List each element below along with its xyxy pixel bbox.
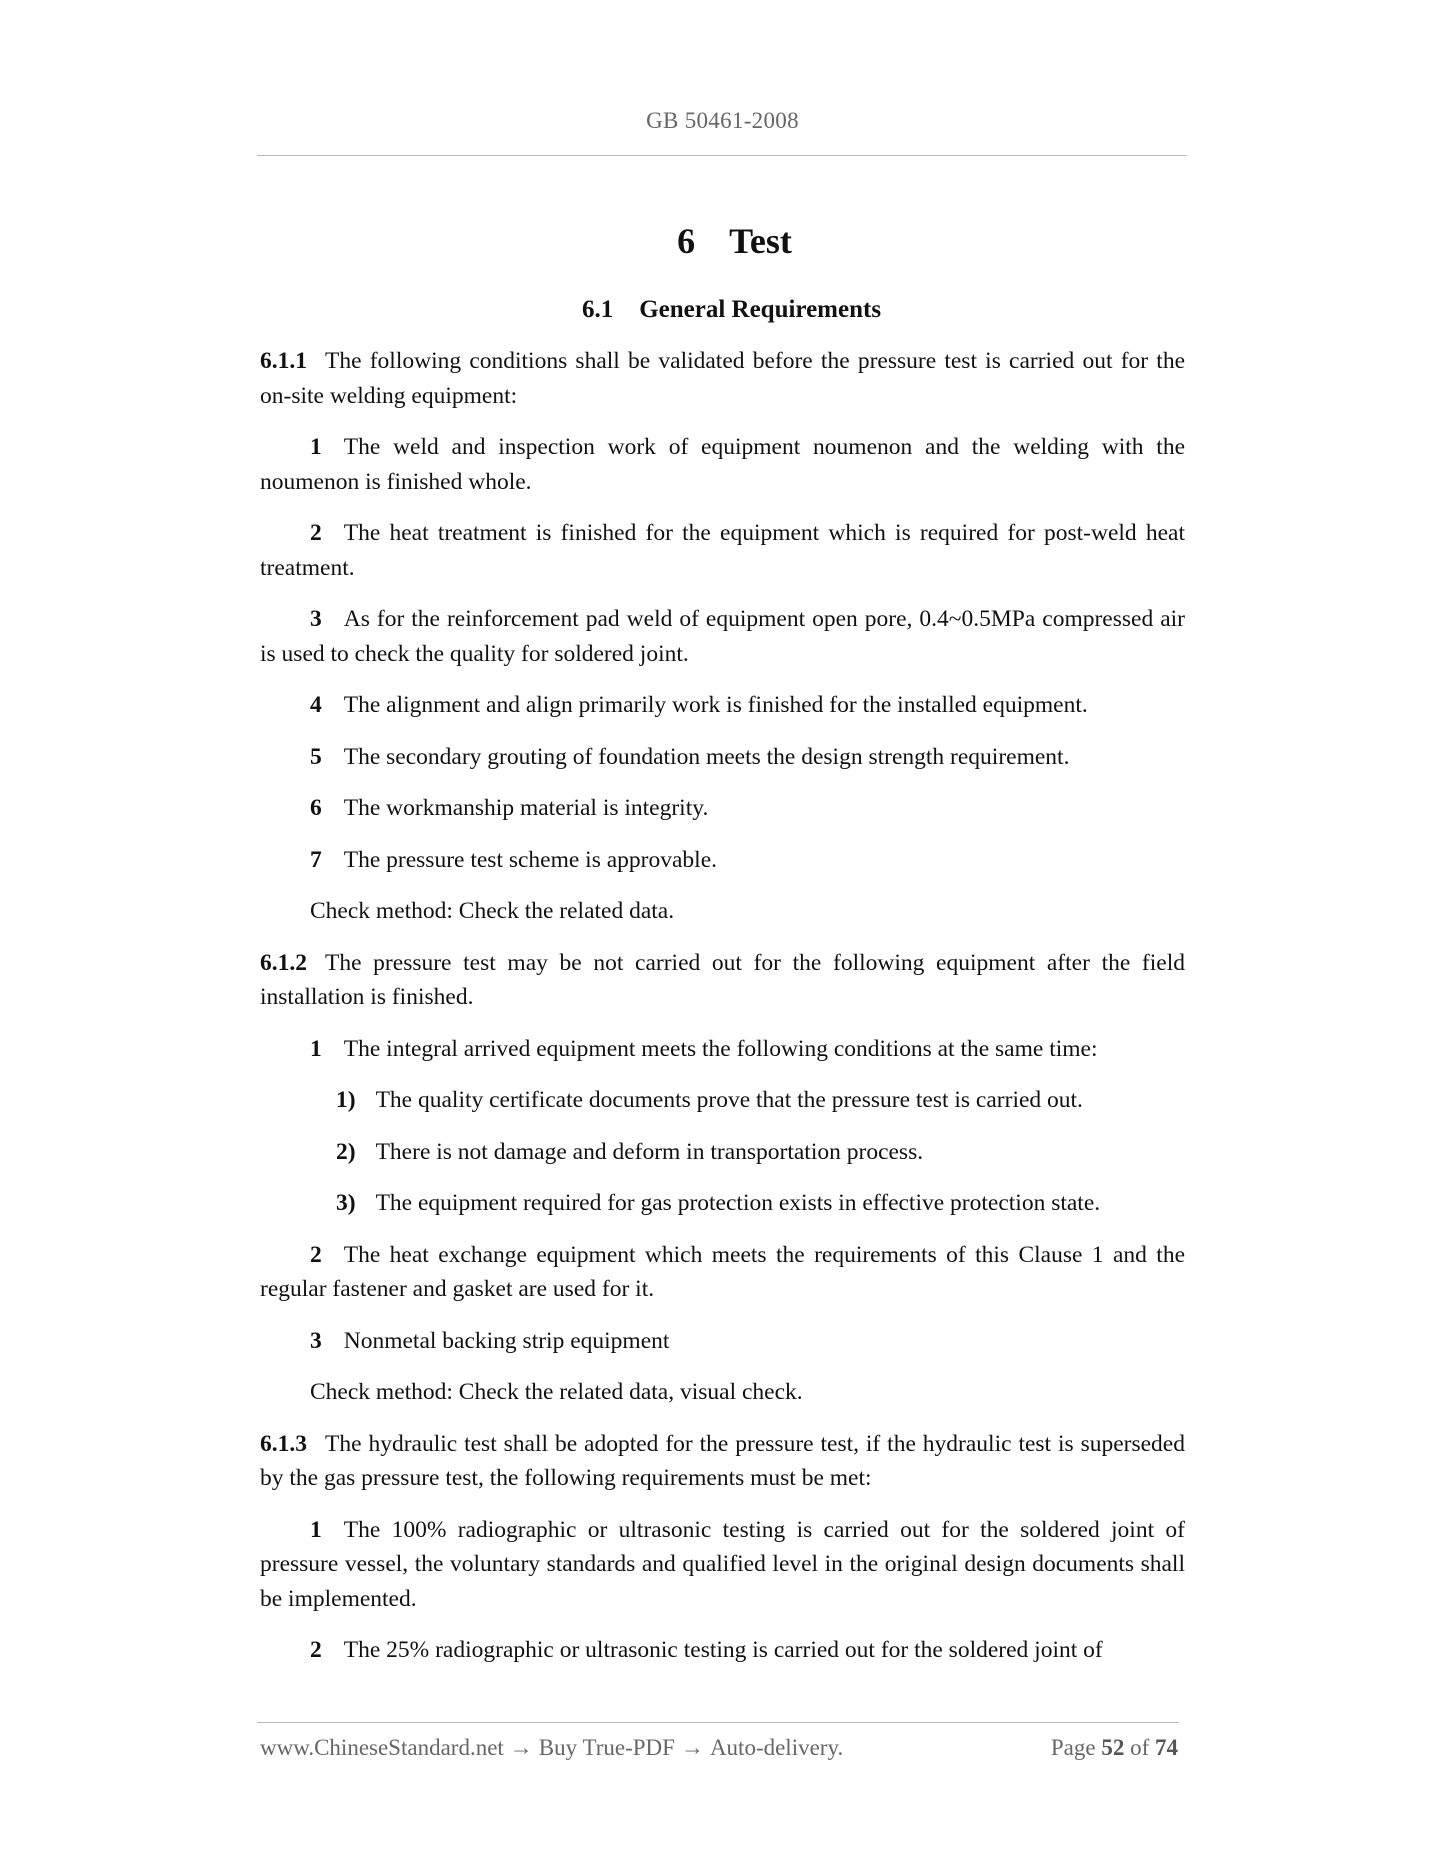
item-number: 1: [310, 1516, 322, 1543]
item-text: The workmanship material is integrity.: [343, 795, 709, 821]
subitem-number: 2): [336, 1138, 356, 1165]
chapter-number: 6: [677, 221, 696, 261]
subitem-number: 1): [336, 1087, 356, 1113]
list-item: [260, 688, 1185, 723]
subitem-text: The quality certificate documents prove that the pressure test is carried out.: [375, 1087, 1083, 1113]
item-text: The 100% radiographic or ultrasonic testing is carried out for the soldered joint of pressure vessel, the voluntary standards and qualified level in the original design documents shall be implemented.: [260, 1516, 1185, 1612]
item-text: As for the reinforcement pad weld of equipment open pore, 0.4~0.5MPa compressed air is used to check the quality for soldered joint.: [260, 606, 1185, 667]
page-word: Page: [1050, 1735, 1096, 1760]
item-number: 3: [310, 1327, 322, 1354]
section-title: General Requirements: [639, 296, 882, 323]
list-item: [260, 740, 1185, 775]
list-item: [260, 1238, 1185, 1307]
clause-text: The hydraulic test shall be adopted for the pressure test, if the hydraulic test is superseded by the gas pressure test, the following requirements must be met:: [260, 1430, 1185, 1491]
item-number: 6: [310, 795, 322, 821]
clause-text: The pressure test may be not carried out for the following equipment after the field installation is finished.: [260, 949, 1185, 1010]
list-item: [260, 430, 1185, 499]
list-item: [260, 1633, 1185, 1668]
subitem-number: 3): [336, 1190, 356, 1216]
chapter-title: Test: [729, 221, 792, 261]
clause-6-1-2: [260, 946, 1185, 1015]
item-text: The heat exchange equipment which meets the requirements of this Clause 1 and the regular fastener and gasket are used for it.: [260, 1241, 1185, 1302]
item-text: The integral arrived equipment meets the following conditions at the same time:: [343, 1035, 1098, 1062]
list-item: [260, 1032, 1185, 1067]
item-number: 4: [310, 692, 322, 718]
item-text: The heat treatment is finished for the equipment which is required for post-weld heat treatment.: [260, 520, 1185, 581]
document-id-header: GB 50461-2008: [646, 108, 799, 133]
item-number: 1: [310, 434, 322, 460]
item-number: 5: [310, 743, 322, 770]
check-method: Check method: Check the related data.: [310, 898, 675, 924]
subitem-text: The equipment required for gas protection exists in effective protection state.: [375, 1190, 1101, 1216]
of-word: of: [1130, 1735, 1150, 1760]
sub-list-item: [260, 1135, 1185, 1170]
page-body: [260, 210, 1185, 1668]
section-heading: [260, 293, 1185, 327]
list-item: [260, 602, 1185, 671]
total-pages-number: 74: [1155, 1735, 1178, 1760]
page-number-indicator: [1051, 1735, 1178, 1761]
arrow-right-icon: →: [509, 1735, 533, 1760]
check-method: Check method: Check the related data, visual check.: [310, 1379, 803, 1405]
current-page-number: 52: [1101, 1735, 1125, 1760]
item-text: The secondary grouting of foundation meets the design strength requirement.: [343, 743, 1070, 770]
list-item: [260, 843, 1185, 878]
clause-number: 6.1.2: [260, 949, 307, 976]
clause-number: 6.1.3: [260, 1430, 307, 1457]
clause-text: The following conditions shall be validated before the pressure test is carried out for the on-site welding equipment:: [260, 348, 1185, 409]
item-text: The weld and inspection work of equipment noumenon and the welding with the noumenon is finished whole.: [260, 434, 1185, 495]
item-number: 1: [310, 1035, 322, 1062]
list-item: [260, 1324, 1185, 1359]
footer-promo: [260, 1735, 843, 1761]
item-text: Nonmetal backing strip equipment: [343, 1327, 670, 1354]
item-number: 2: [310, 1241, 322, 1268]
list-item: [260, 516, 1185, 585]
header-divider: [257, 155, 1187, 156]
arrow-right-icon: →: [680, 1735, 704, 1760]
subitem-text: There is not damage and deform in transportation process.: [375, 1138, 924, 1165]
list-item: [260, 1513, 1185, 1617]
clause-6-1-1: [260, 344, 1185, 413]
sub-list-item: [260, 1083, 1185, 1118]
item-number: 2: [310, 1637, 322, 1663]
site-link[interactable]: www.ChineseStandard.net: [260, 1735, 504, 1760]
clause-6-1-3: [260, 1427, 1185, 1496]
list-item: [260, 791, 1185, 826]
footer-divider: [257, 1722, 1179, 1723]
chapter-heading: [260, 219, 1185, 263]
clause-number: 6.1.1: [260, 348, 307, 374]
item-number: 3: [310, 606, 322, 632]
item-number: 7: [310, 846, 322, 873]
item-text: The alignment and align primarily work is finished for the installed equipment.: [343, 692, 1088, 718]
buy-pdf-link[interactable]: Buy True-PDF: [538, 1735, 675, 1760]
auto-delivery-text: Auto-delivery.: [709, 1735, 844, 1760]
section-number: 6.1: [581, 296, 614, 323]
item-text: The 25% radiographic or ultrasonic testing is carried out for the soldered joint of: [343, 1637, 1103, 1663]
item-number: 2: [310, 520, 322, 546]
item-text: The pressure test scheme is approvable.: [343, 846, 718, 873]
sub-list-item: [260, 1186, 1185, 1221]
